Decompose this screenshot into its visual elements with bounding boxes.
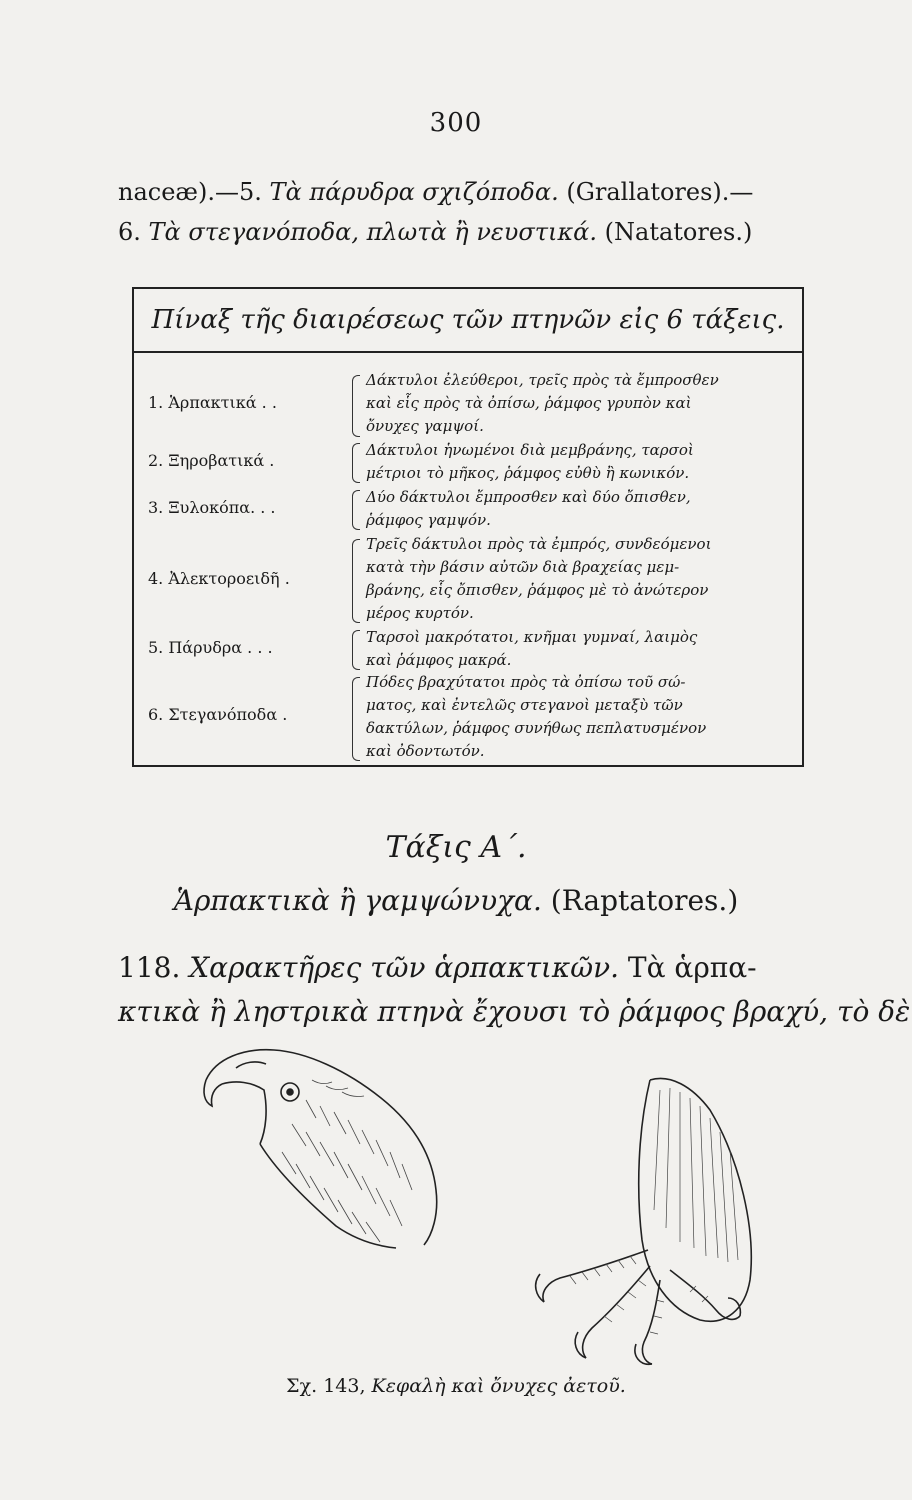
brace <box>352 539 360 623</box>
description-line: μέρος κυρτόν. <box>366 604 474 622</box>
description-line: βράνης, εἷς ὄπισθεν, ῥάμφος μὲ τὸ ἀνώτερον <box>366 581 709 599</box>
classification-table <box>132 287 804 767</box>
intro-greek-fragment: Τὰ πάρυδρα σχιζόποδα. <box>269 178 559 206</box>
description-line: καὶ ῥάμφος μακρά. <box>366 651 512 669</box>
order-heading: Τάξις Α΄. <box>385 830 527 865</box>
description-line: δακτύλων, ῥάμφος συνήθως πεπλατυσμένον <box>366 719 707 737</box>
intro-line-2 <box>118 212 818 252</box>
order-name: 1. Ἁρπακτικά . . <box>148 393 277 412</box>
order-description <box>366 486 796 532</box>
inner-toe <box>642 1280 660 1364</box>
order-subheading <box>0 884 912 917</box>
leg-feathers <box>639 1078 752 1321</box>
brace <box>352 490 360 530</box>
description-line: Ταρσοὶ μακρότατοι, κνῆμαι γυμναί, λαιμὸς <box>366 628 698 646</box>
section-paragraph <box>118 946 911 1034</box>
paragraph-text: κτικὰ ἢ ληστρικὰ πτηνὰ ἔχουσι τὸ ῥάμφος βραχύ, τὸ δὲ <box>118 995 911 1028</box>
eagle-talons-illustration <box>520 1070 810 1370</box>
intro-greek-fragment: Τὰ στεγανόποδα, πλωτὰ ἢ νευστικά. <box>148 218 598 246</box>
brace <box>352 630 360 670</box>
description-line: Δύο δάκτυλοι ἔμπροσθεν καὶ δύο ὄπισθεν, <box>366 488 691 506</box>
middle-toe <box>583 1266 650 1358</box>
order-name: 6. Στεγανόποδα . <box>148 705 288 724</box>
eye-pupil <box>287 1089 293 1095</box>
description-line: ματος, καὶ ἐντελῶς στεγανοὶ μεταξὺ τῶν <box>366 696 683 714</box>
description-line: Δάκτυλοι ἡνωμένοι διὰ μεμβράνης, ταρσοὶ <box>366 441 694 459</box>
description-line: Πόδες βραχύτατοι πρὸς τὰ ὀπίσω τοῦ σώ- <box>366 673 686 691</box>
intro-latin-fragment: (Grallatores).— <box>558 178 754 206</box>
description-line: καὶ εἷς πρὸς τὰ ὀπίσω, ῥάμφος γρυπὸν καὶ <box>366 394 692 412</box>
order-description <box>366 626 796 672</box>
paragraph-line-1 <box>118 946 818 990</box>
figure-caption <box>0 1375 912 1397</box>
description-line: ῥάμφος γαμψόν. <box>366 511 491 529</box>
section-number: 118. <box>118 951 190 984</box>
description-line: κατὰ τὴν βάσιν αὐτῶν διὰ βραχείας μεμ- <box>366 558 680 576</box>
order-name: 5. Πάρυδρα . . . <box>148 638 273 657</box>
head-outline <box>206 1050 437 1245</box>
description-line: καὶ ὀδοντωτόν. <box>366 742 485 760</box>
intro-text <box>118 172 818 252</box>
order-description <box>366 369 796 438</box>
figure-caption-text: Κεφαλὴ καὶ ὄνυχες ἀετοῦ. <box>371 1375 626 1397</box>
order-description <box>366 533 796 625</box>
intro-text-fragment: 6. <box>118 218 149 246</box>
beak-ridge <box>236 1062 266 1068</box>
order-name: 2. Ξηροβατικά . <box>148 451 275 470</box>
hind-toe <box>670 1270 740 1319</box>
eagle-head-illustration <box>196 1040 446 1250</box>
figure-label: Σχ. 143, <box>286 1375 372 1397</box>
table-title: Πίναξ τῆς διαιρέσεως τῶν πτηνῶν εἰς 6 τάξεις. <box>134 289 802 353</box>
intro-latin-fragment: (Natatores.) <box>597 218 753 246</box>
order-greek-name: Ἁρπακτικὰ ἢ γαμψώνυχα. <box>173 884 542 917</box>
beak-lower <box>222 1082 266 1144</box>
description-line: Δάκτυλοι ἐλεύθεροι, τρεῖς πρὸς τὰ ἔμπροσθεν <box>366 371 719 389</box>
front-toe <box>543 1250 648 1302</box>
description-line: Τρεῖς δάκτυλοι πρὸς τὰ ἐμπρός, συνδεόμενοι <box>366 535 712 553</box>
order-name: 3. Ξυλοκόπα. . . <box>148 498 276 517</box>
brace <box>352 443 360 483</box>
intro-line-1 <box>118 172 818 212</box>
brace <box>352 375 360 437</box>
throat-outline <box>260 1144 396 1248</box>
order-description <box>366 439 796 485</box>
page-number: 300 <box>429 108 483 138</box>
description-line: ὄνυχες γαμψοί. <box>366 417 484 435</box>
description-line: μέτριοι τὸ μῆκος, ῥάμφος εὐθὺ ἢ κωνικόν. <box>366 464 690 482</box>
paragraph-text: Τὰ ἁρπα- <box>619 951 757 984</box>
order-latin-name: (Raptatores.) <box>550 884 739 917</box>
order-name: 4. Ἀλεκτοροειδῆ . <box>148 569 290 588</box>
brace <box>352 677 360 761</box>
paragraph-line-2 <box>118 990 911 1034</box>
intro-text-fragment: naceæ).—5. <box>118 178 270 206</box>
beak-hook <box>204 1080 222 1106</box>
section-heading: Χαρακτῆρες τῶν ἁρπακτικῶν. <box>189 951 620 984</box>
order-description <box>366 671 796 763</box>
